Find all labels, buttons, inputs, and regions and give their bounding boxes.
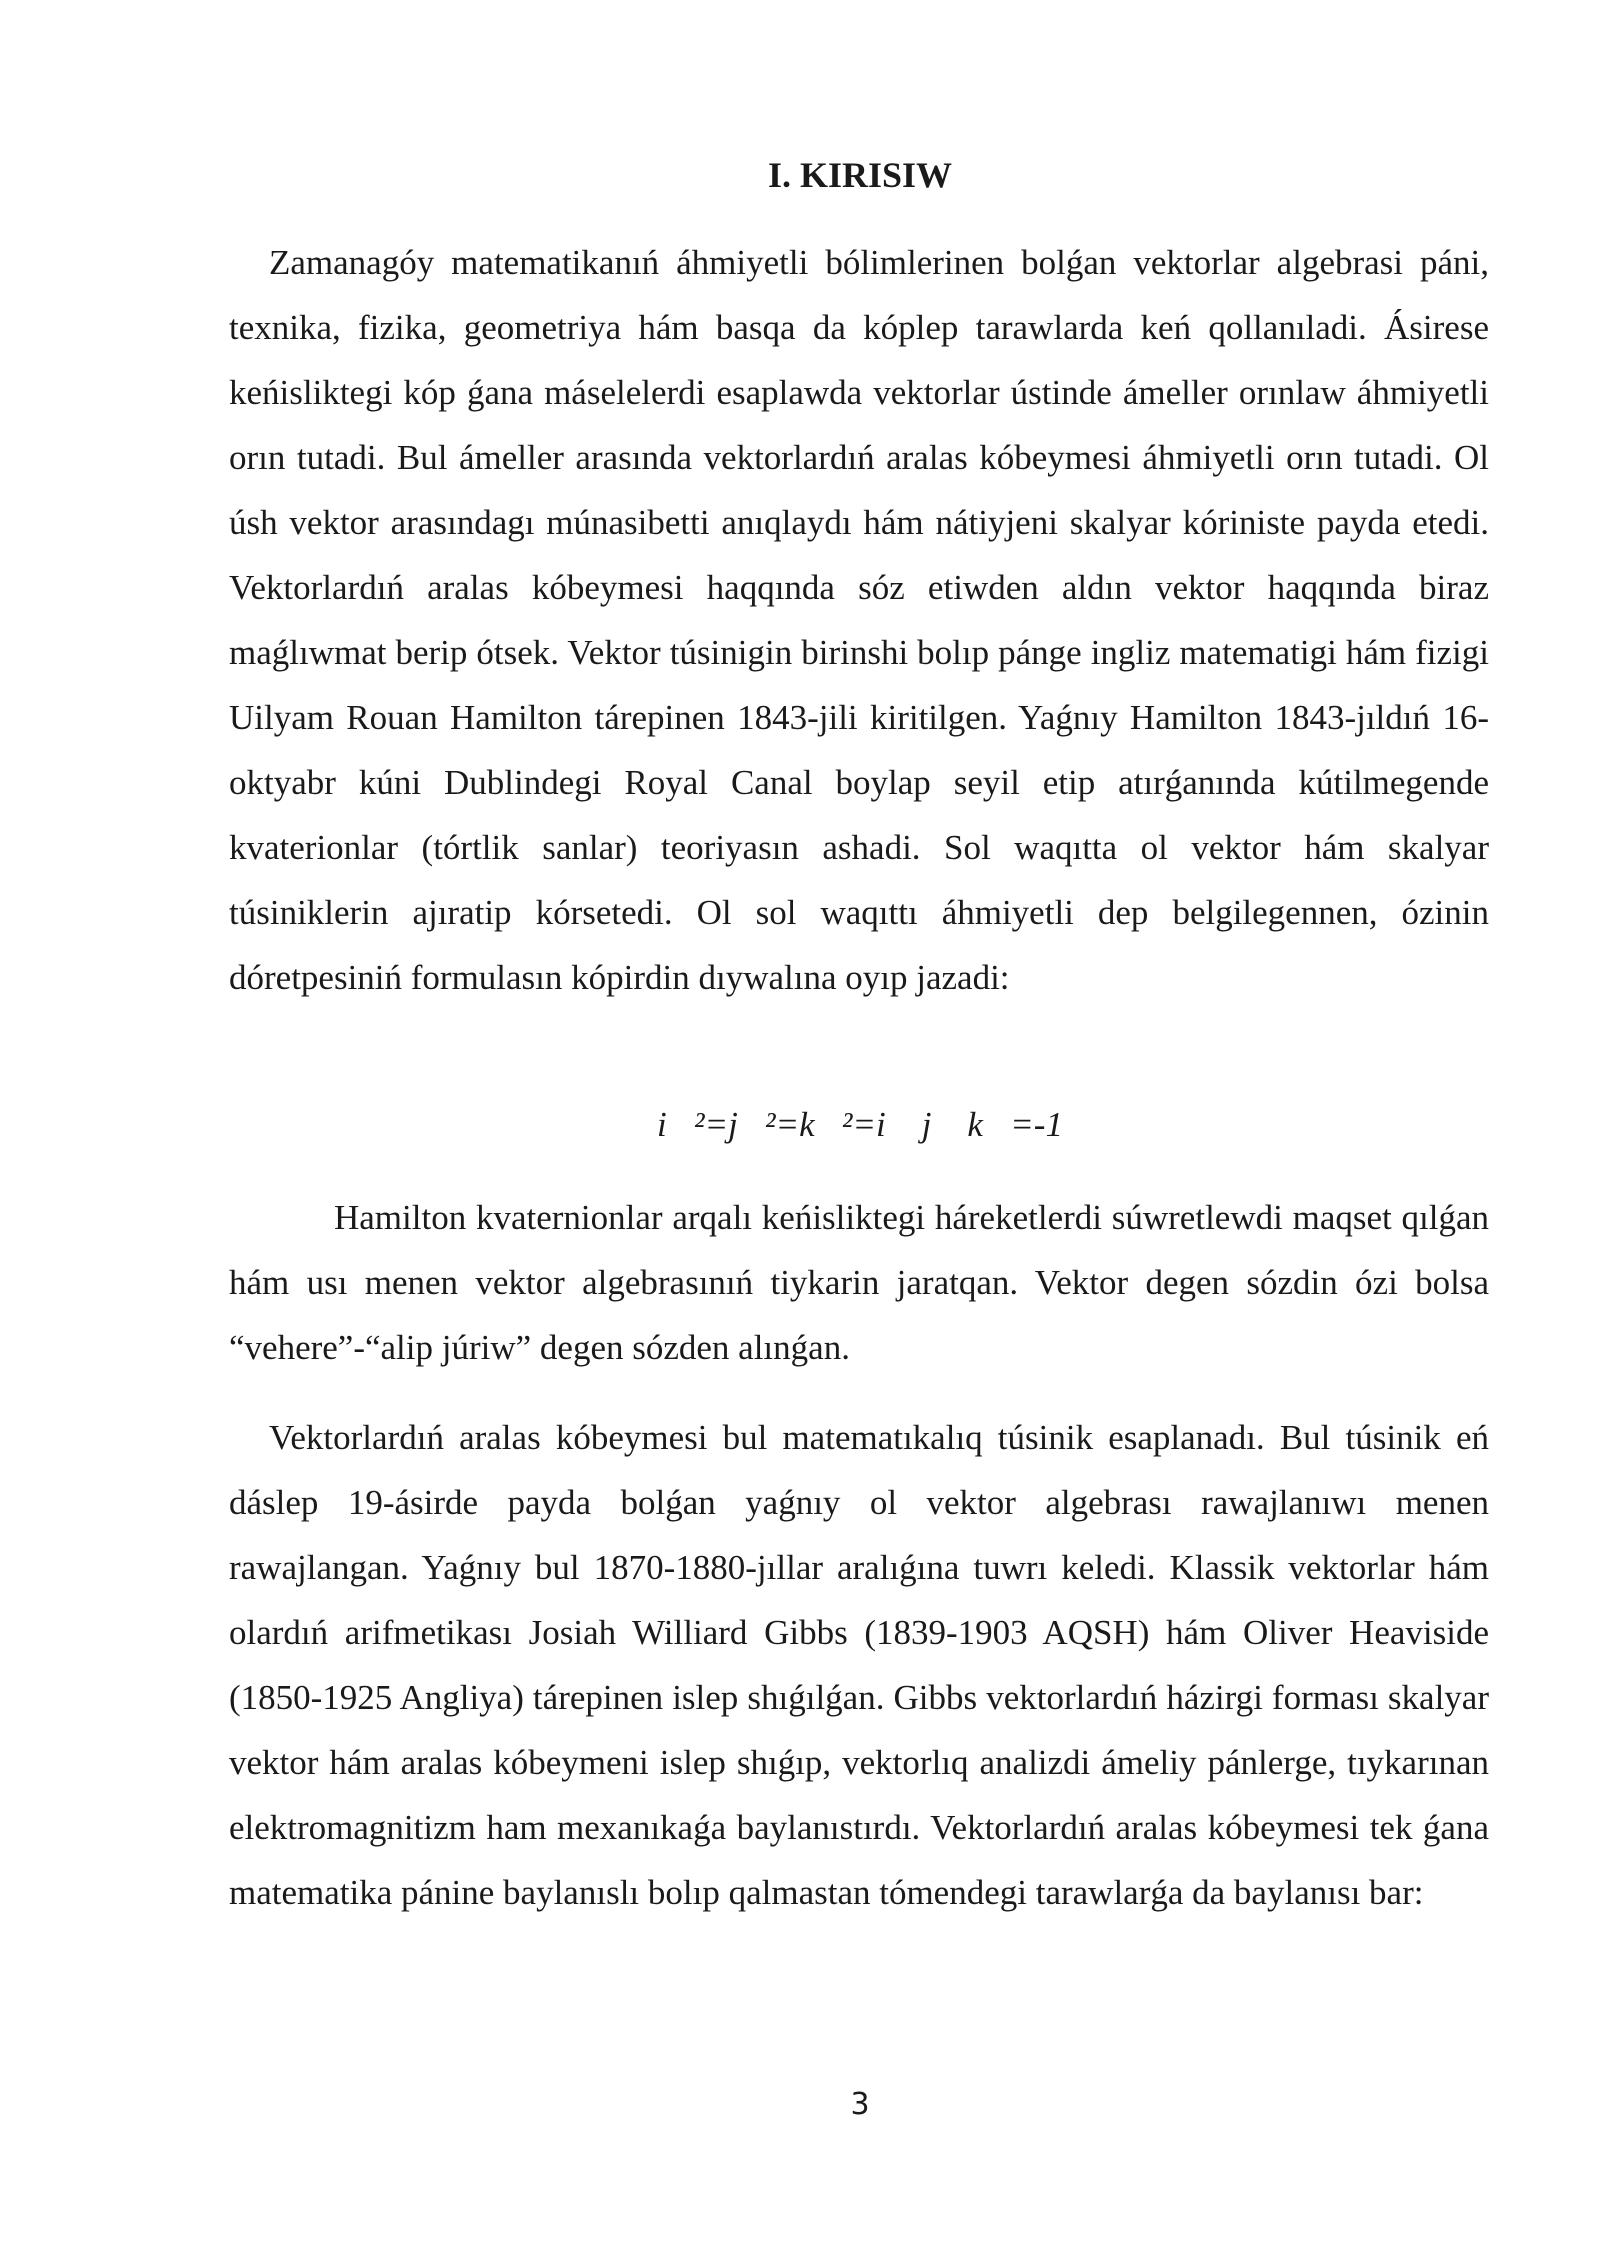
- paragraph-mixed-product: Vektorlardıń aralas kóbeymesi bul matematıkalıq túsinik esaplanadı. Bul túsinik eń dáslep 19-ásirde payda bolǵan yaǵnıy ol vektor algebrası rawajlanıwı menen rawajlangan. Yaǵnıy bul 1870-1880-jıllar aralıǵına tuwrı keledi. Klassik vektorlar hám olardıń arifmetikası Josiah Williard Gibbs (1839-1903 AQSH) hám Oliver Heaviside (1850-1925 Angliya) tárepinen islep shıǵılǵan. Gibbs vektorlardıń házirgi forması skalyar vektor hám aralas kóbeymeni islep shıǵıp, vektorlıq analizdi ámeliy pánlerge, tıykarınan elektromagnitizm ham mexanıkaǵa baylanıstırdı. Vektorlardıń aralas kóbeymesi tek ǵana matematika pánine baylanıslı bolıp qalmastan tómendegi tarawlarǵa da baylanısı bar:: [229, 1418, 1489, 1912]
- hamilton-formula: i⃗²=j⃗²=k⃗²=i⃗ j⃗ k⃗=-1: [657, 1105, 1063, 1144]
- paragraph-quaternions: Hamilton kvaternionlar arqalı keńisliktegi háreketlerdi súwretlewdi maqset qılǵan hám usı menen vektor algebrasınıń tiykarin jaratqan. Vektor degen sózdin ózi bolsa “vehere”-“alip júriw” degen sózden alınǵan.: [229, 1198, 1489, 1367]
- paragraph-intro: Zamanagóy matematikanıń áhmiyetli bólimlerinen bolǵan vektorlar algebrasi páni, texnika, fizika, geometriya hám basqa da kóplep tarawlarda keń qollanıladi. Ásirese keńisliktegi kóp ǵana máselelerdi esaplawda vektorlar ústinde ámeller orınlaw áhmiyetli orın tutadi. Bul ámeller arasında vektorlardıń aralas kóbeymesi áhmiyetli orın tutadi. Ol úsh vektor arasındagı múnasibetti anıqlaydı hám nátiyjeni skalyar kóriniste payda etedi. Vektorlardıń aralas kóbeymesi haqqında sóz etiwden aldın vektor haqqında biraz maǵlıwmat berip ótsek. Vektor túsinigin birinshi bolıp pánge ingliz matematigi hám fizigi Uilyam Rouan Hamilton tárepinen 1843-jili kiritilgen. Yaǵnıy Hamilton 1843-jıldıń 16-oktyabr kúni Dublindegi Royal Canal boylap seyil etip atırǵanında kútilmegende kvaterionlar (tórtlik sanlar) teoriyasın ashadi. Sol waqıtta ol vektor hám skalyar túsiniklerin ajıratip kórsetedi. Ol sol waqıttı áhmiyetli dep belgilegennen, ózinin dóretpesiniń formulasın kópirdin dıywalına oyıp jazadi:: [229, 243, 1489, 997]
- page-number: 3: [850, 2087, 870, 2122]
- section-title: I. KIRISIW: [767, 155, 953, 195]
